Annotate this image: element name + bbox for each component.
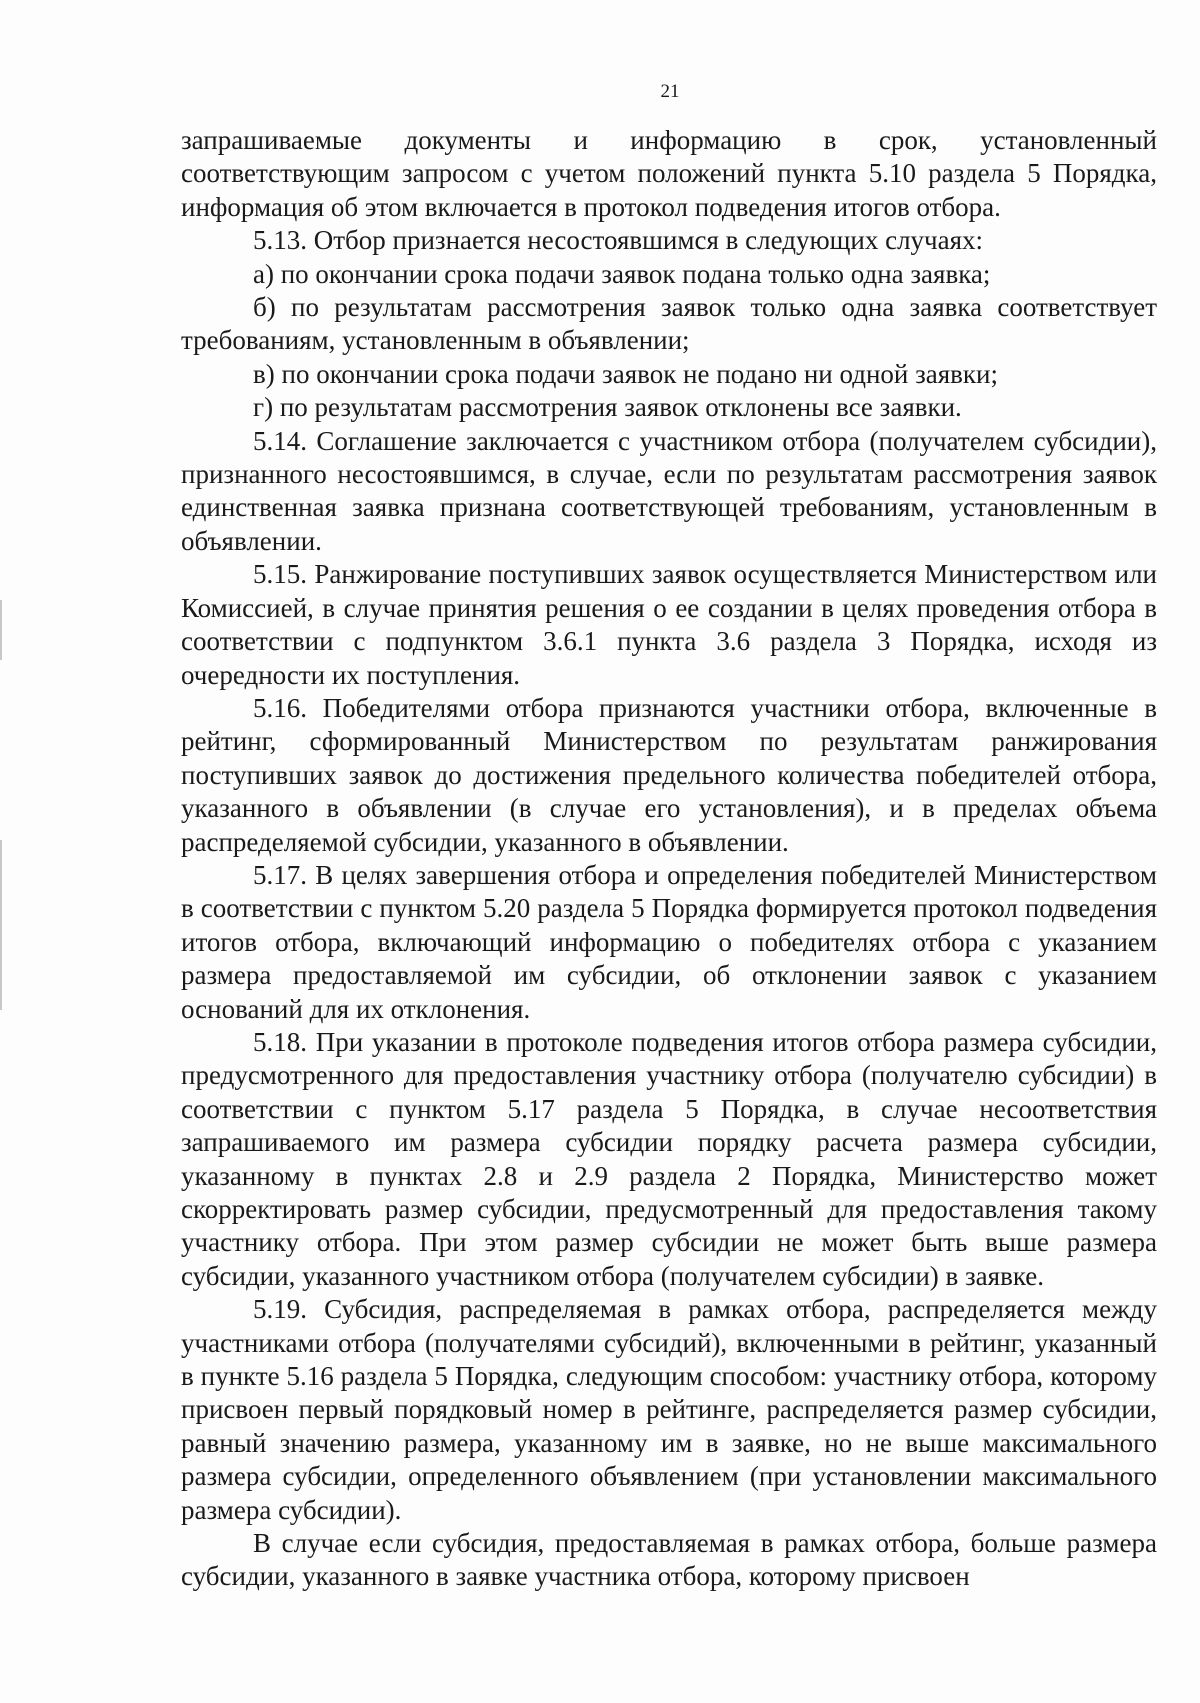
- paragraph-5-19: 5.19. Субсидия, распределяемая в рамках отбора, распределяется между участниками отбора (получателями субсидий), включенными в рейтинг, указанный в пункте 5.16 раздела 5 Порядка, следующим способом: участнику отбора, которому присвоен первый порядковый номер в рейтинге, распределяется размер субсидии, равный значению размера, указанному им в заявке, но не выше максимального размера субсидии, определенного объявлением (при установлении максимального размера субсидии).: [181, 1294, 1157, 1525]
- paragraph-5-13: 5.13. Отбор признается несостоявшимся в следующих случаях:: [253, 225, 984, 256]
- paragraph-5-14: 5.14. Соглашение заключается с участником отбора (получателем субсидии), признанного несостоявшимся, в случае, если по результатам рассмотрения заявок единственная заявка признана соответствующей требованиям, установленным в объявлении.: [181, 425, 1157, 556]
- paragraph-5-19-continued: В случае если субсидия, предоставляемая в рамках отбора, больше размера субсидии, указанного в заявке участника отбора, которому присвоен: [181, 1528, 1157, 1592]
- page-number: 21: [660, 81, 680, 102]
- paragraph-5-17: 5.17. В целях завершения отбора и определения победителей Министерством в соответствии с пунктом 5.20 раздела 5 Порядка формируется протокол подведения итогов отбора, включающий информацию о победителях отбора с указанием размера предоставляемой им субсидии, об отклонении заявок с указанием оснований для их отклонения.: [181, 859, 1157, 1024]
- paragraph-continuation: запрашиваемые документы и информацию в срок, установленный соответствующим запросом с учетом положений пункта 5.10 раздела 5 Порядка, информация об этом включается в протокол подведения итогов отбора.: [181, 125, 1157, 222]
- paragraph-5-13-g: г) по результатам рассмотрения заявок отклонены все заявки.: [253, 392, 962, 423]
- paragraph-5-16: 5.16. Победителями отбора признаются участники отбора, включенные в рейтинг, сформированный Министерством по результатам ранжирования поступивших заявок до достижения предельного количества победителей отбора, указанного в объявлении (в случае его установления), и в пределах объема распределяемой субсидии, указанного в объявлении.: [181, 692, 1157, 857]
- paragraph-5-13-b: б) по результатам рассмотрения заявок только одна заявка соответствует требованиям, установленным в объявлении;: [181, 292, 1157, 356]
- paragraph-5-13-v: в) по окончании срока подачи заявок не подано ни одной заявки;: [253, 358, 998, 389]
- scan-edge-mark: [0, 840, 2, 1010]
- document-body: [181, 124, 1157, 1594]
- paragraph-5-18: 5.18. При указании в протоколе подведения итогов отбора размера субсидии, предусмотренного для предоставления участнику отбора (получателю субсидии) в соответствии с пунктом 5.17 раздела 5 Порядка, в случае несоответствия запрашиваемого им размера субсидии порядку расчета размера субсидии, указанному в пунктах 2.8 и 2.9 раздела 2 Порядка, Министерство может скорректировать размер субсидии, предусмотренный для предоставления такому участнику отбора. При этом размер субсидии не может быть выше размера субсидии, указанного участником отбора (получателем субсидии) в заявке.: [181, 1026, 1157, 1291]
- paragraph-5-13-a: а) по окончании срока подачи заявок подана только одна заявка;: [253, 258, 991, 289]
- paragraph-5-15: 5.15. Ранжирование поступивших заявок осуществляется Министерством или Комиссией, в случае принятия решения о ее создании в целях проведения отбора в соответствии с подпунктом 3.6.1 пункта 3.6 раздела 3 Порядка, исходя из очередности их поступления.: [181, 559, 1157, 690]
- scan-edge-mark: [0, 600, 2, 660]
